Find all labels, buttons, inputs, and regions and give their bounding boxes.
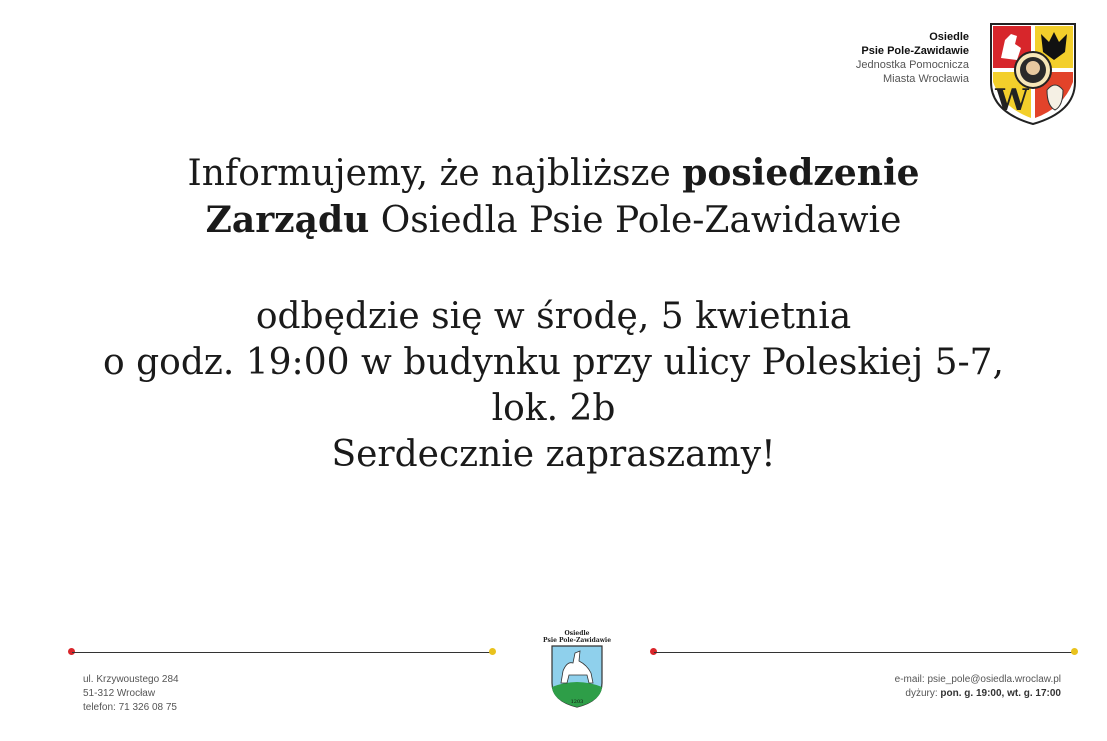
left-divider-line	[72, 652, 492, 653]
notice-line-4: o godz. 19:00 w budynku przy ulicy Poleskiej 5-7,	[103, 342, 1004, 383]
notice-line-3: odbędzie się w środę, 5 kwietnia	[255, 296, 852, 337]
org-line-4: Miasta Wrocławia	[883, 73, 969, 85]
right-line-end-dot	[1071, 648, 1078, 655]
notice-line-1: Informujemy, że najbliższe posiedzenie	[187, 152, 920, 194]
notice-line-5: lok. 2b	[491, 388, 616, 429]
org-line-1: Osiedle	[929, 31, 969, 43]
address-city: 51-312 Wrocław	[83, 688, 156, 699]
duty-hours: dyżury: pon. g. 19:00, wt. g. 17:00	[905, 688, 1061, 699]
phone-number: telefon: 71 326 08 75	[83, 702, 177, 713]
emblem-year: 1203	[570, 699, 584, 705]
organization-name	[856, 30, 969, 86]
org-line-2: Psie Pole-Zawidawie	[861, 45, 969, 57]
wroclaw-coat-of-arms-icon	[987, 20, 1079, 128]
notice-text	[40, 150, 1067, 478]
org-line-3: Jednostka Pomocnicza	[855, 59, 969, 71]
notice-line-6: Serdecznie zapraszamy!	[331, 434, 776, 475]
left-line-end-dot	[489, 648, 496, 655]
address-street: ul. Krzywoustego 284	[83, 674, 179, 685]
notice-emphasis-meeting: posiedzenie	[682, 152, 920, 194]
footer-contact	[895, 673, 1061, 701]
emblem-title: Osiedle Psie Pole-Zawidawie	[542, 630, 612, 644]
footer-address	[83, 673, 179, 715]
right-divider-line	[654, 652, 1074, 653]
notice-emphasis-board: Zarządu	[205, 199, 370, 241]
svg-text:W: W	[995, 83, 1029, 118]
notice-line-2: Zarządu Osiedla Psie Pole-Zawidawie	[205, 199, 902, 241]
greyhound-emblem-icon	[549, 643, 605, 709]
email-address: e-mail: psie_pole@osiedla.wroclaw.pl	[894, 674, 1061, 685]
